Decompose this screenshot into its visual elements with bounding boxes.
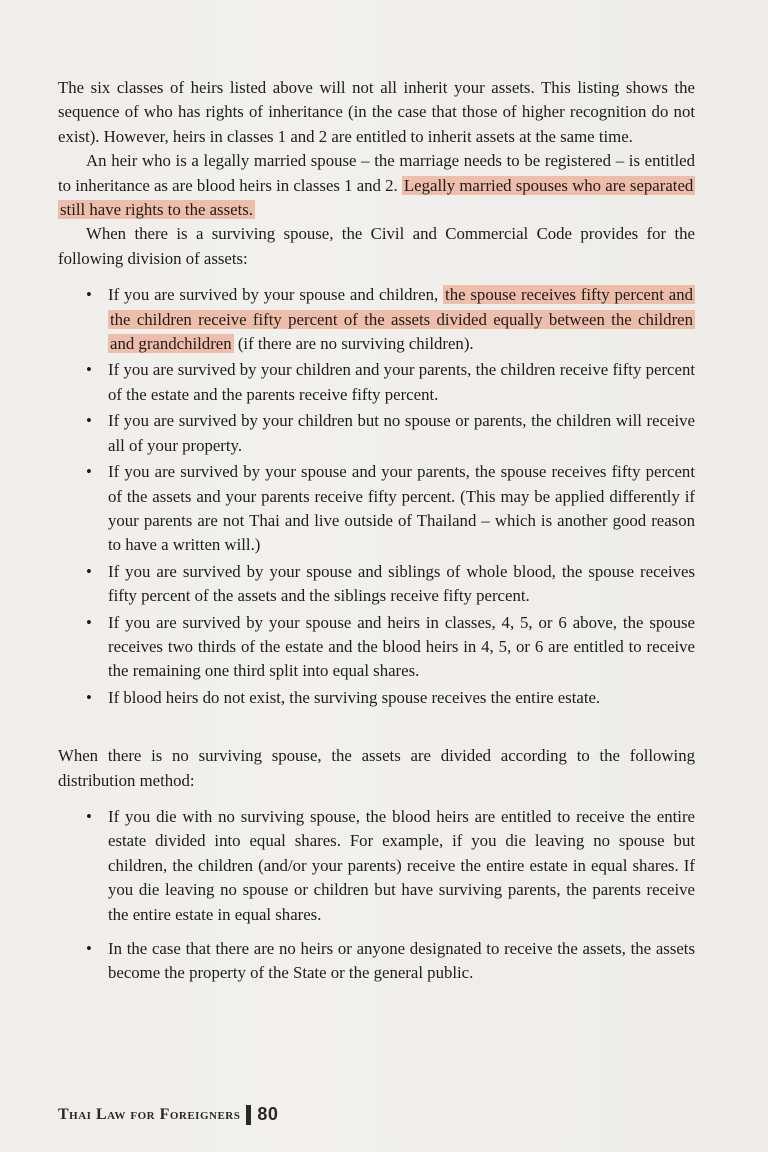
intro-paragraph-2 [58,149,695,222]
list-item-text: If blood heirs do not exist, the surviving spouse receives the entire estate. [108,687,601,707]
no-spouse-list [58,805,695,986]
bullet-icon: • [86,939,92,958]
intro-paragraph-2-text: An heir who is a legally married spouse – the marriage needs to be registered – is entitled to inheritance as are blood heirs in classes 1 and 2. [58,151,695,195]
list-item-text: If you are survived by your spouse and siblings of whole blood, the spouse receives fifty percent of the assets and the siblings receive fifty percent. [108,561,695,606]
list-item [58,460,695,558]
list-item [58,358,695,407]
page-body [58,76,695,988]
list-item [58,560,695,609]
bullet-icon: • [86,612,92,632]
bullet-icon: • [86,561,92,581]
spouse-division-list [58,283,695,710]
highlighted-text-separated-spouses: Legally married spouses who are separated still have rights to the assets. [60,175,694,220]
bullet-icon: • [86,360,92,380]
list-item [58,805,695,927]
page-number: 80 [257,1104,279,1124]
no-spouse-intro: When there is no surviving spouse, the assets are divided according to the following distribution method: [58,746,695,790]
section-spacer [58,712,695,744]
list-item [58,611,695,684]
bullet-icon: • [86,687,92,707]
bullet-icon: • [86,411,92,431]
list-item-text: If you are survived by your children and your parents, the children receive fifty percent of the estate and the parents receive fifty percent. [108,360,695,404]
list-item [58,686,695,710]
bullet-icon: • [86,285,92,305]
list-item-text: If you are survived by your spouse and heirs in classes, 4, 5, or 6 above, the spouse receives two thirds of the estate and the blood heirs in 4, 5, or 6 are entitled to receive the remaining one third split into equal shares. [108,612,695,681]
list-item-text: In the case that there are no heirs or anyone designated to receive the assets, the assets become the property of the State or the general public. [108,939,695,983]
list-item-text: If you are survived by your spouse and your parents, the spouse receives fifty percent of the assets and your parents receive fifty percent. (This may be applied differently if your parents are not Thai and live outside of Thailand – which is another good reason to have a written will.) [108,462,695,555]
bullet-icon: • [86,462,92,482]
list-item-text: If you die with no surviving spouse, the blood heirs are entitled to receive the entire estate divided into equal shares. For example, if you die leaving no spouse but children, the children (and/or your parents) receive the entire estate in equal shares. If you die leaving no spouse or children but have surviving parents, the parents receive the entire estate in equal shares. [108,806,695,924]
list-item [58,409,695,458]
running-title: Thai Law for Foreigners [58,1105,241,1123]
list-item-text: (if there are no surviving children). [233,334,474,354]
list-item-text: If you are survived by your spouse and children, [108,285,444,305]
intro-paragraph-3: When there is a surviving spouse, the Civil and Commercial Code provides for the following division of assets: [58,224,695,268]
highlighted-text-fifty-percent: the spouse receives fifty percent and the children receive fifty percent of the assets divided equally between the children and grandchildren [110,285,693,354]
list-item-text: If you are survived by your children but no spouse or parents, the children will receive all of your property. [108,411,695,455]
bullet-icon: • [86,806,92,826]
list-item [58,283,695,356]
page-footer [58,1104,278,1125]
intro-paragraph-1: The six classes of heirs listed above will not all inherit your assets. This listing shows the sequence of who has rights of inheritance (in the case that those of higher recognition do not exist). However, heirs in classes 1 and 2 are entitled to inherit assets at the same time. [58,78,695,146]
footer-divider [246,1105,251,1125]
list-item [58,937,695,986]
